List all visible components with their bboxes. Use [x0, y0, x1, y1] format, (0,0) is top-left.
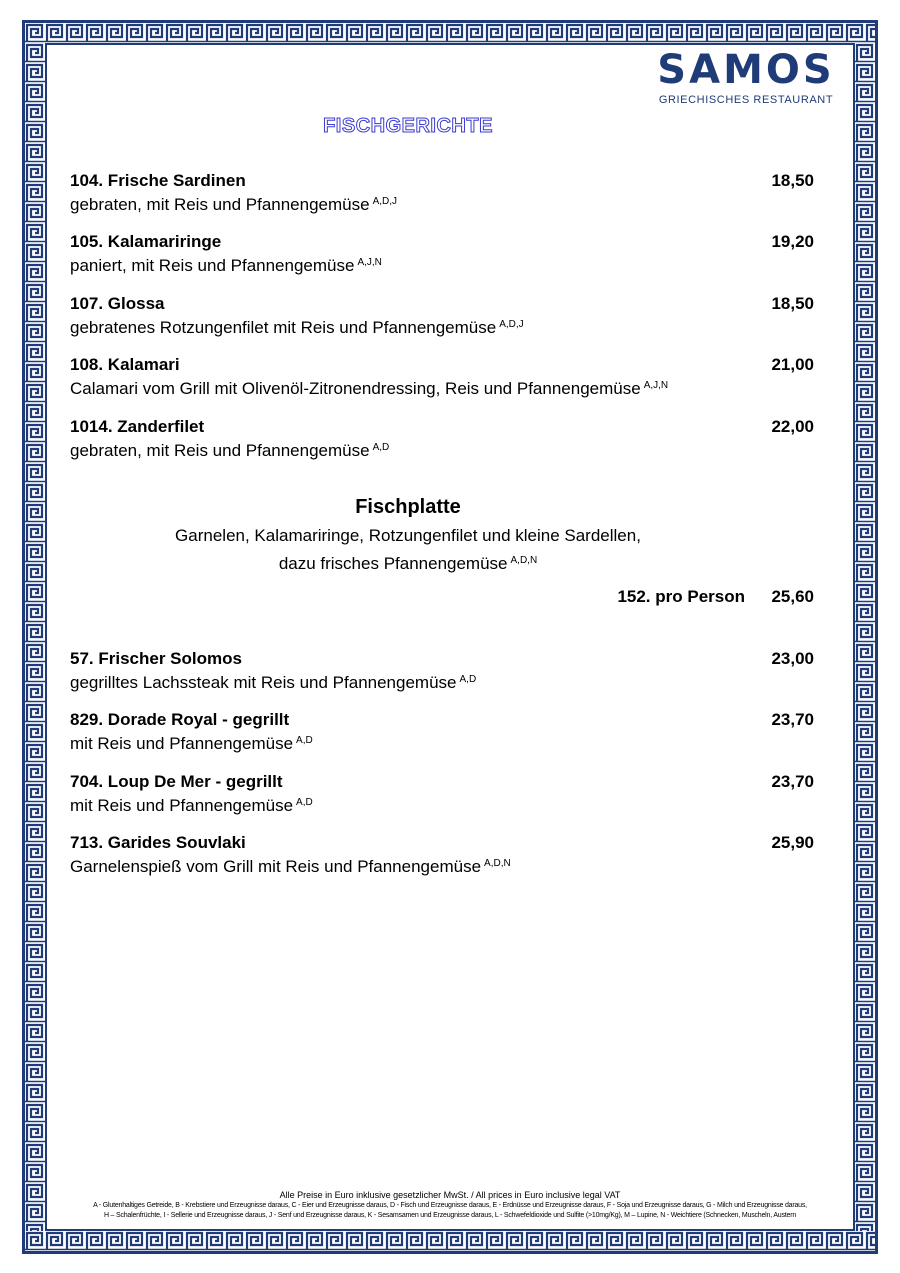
menu-item — [70, 171, 820, 215]
item-name: 107. Glossa — [70, 294, 165, 313]
brand-subtitle: GRIECHISCHES RESTAURANT — [658, 94, 834, 106]
item-price: 22,00 — [771, 417, 814, 436]
section-title: FISCHGERICHTE — [323, 115, 493, 137]
menu-item — [70, 355, 820, 399]
platter-order-label: 152. pro Person — [617, 587, 745, 606]
item-description: gebratenes Rotzungenfilet mit Reis und Pfannengemüse $^{A,D,J}$ — [70, 318, 524, 337]
item-name: 829. Dorade Royal - gegrillt — [70, 710, 290, 729]
item-description: gebraten, mit Reis und Pfannengemüse $^{A,D}$ — [70, 441, 390, 460]
greek-key-border-left — [25, 43, 45, 1231]
platter-title: Fischplatte — [355, 496, 461, 518]
platter-price: 25,60 — [771, 587, 814, 606]
allergen-codes: A,D,J — [499, 319, 524, 330]
item-name: 57. Frischer Solomos — [70, 649, 242, 668]
menu-item — [70, 833, 820, 877]
menu-item — [70, 649, 820, 693]
item-description: mit Reis und Pfannengemüse $^{A,D}$ — [70, 734, 313, 753]
allergen-codes: A,D,N — [510, 555, 538, 566]
allergen-codes: A,D,N — [484, 858, 511, 869]
allergen-legend-line1: A - Glutenhaltiges Getreide, B - Krebstiere und Erzeugnisse daraus, C - Eier und Erzeugnisse daraus, D - Fisch und Erzeugnisse daraus, E - Erdnüsse und Erzeugnisse daraus, F - Soja und Erzeugnisse daraus, G - Milch und Erzeugnisse daraus, — [93, 1202, 807, 1209]
inner-border-line — [45, 43, 855, 1231]
platter-description-line1: Garnelen, Kalamariringe, Rotzungenfilet und kleine Sardellen, — [175, 526, 641, 545]
item-price: 23,70 — [771, 772, 814, 791]
item-description: Calamari vom Grill mit Olivenöl-Zitronendressing, Reis und Pfannengemüse $^{A,J,N}$ — [70, 379, 669, 398]
vat-note: Alle Preise in Euro inklusive gesetzlicher MwSt. / All prices in Euro inclusive legal VAT — [279, 1190, 621, 1200]
item-description: gebraten, mit Reis und Pfannengemüse $^{A,D,J}$ — [70, 195, 398, 214]
item-price: 18,50 — [771, 171, 814, 190]
allergen-codes: A,D — [296, 797, 313, 808]
allergen-codes: A,D — [372, 442, 390, 453]
greek-key-border-right — [855, 43, 875, 1231]
item-name: 704. Loup De Mer - gegrillt — [70, 772, 283, 791]
item-name: 713. Garides Souvlaki — [70, 833, 246, 852]
item-price: 23,70 — [771, 710, 814, 729]
menu-item — [70, 710, 820, 754]
menu-item — [70, 294, 820, 338]
allergen-codes: A,D — [459, 674, 477, 685]
menu-item — [70, 232, 820, 276]
item-name: 104. Frische Sardinen — [70, 171, 246, 190]
item-name: 1014. Zanderfilet — [70, 417, 205, 436]
brand-name: SAMOS — [657, 47, 835, 93]
allergen-codes: A,D — [296, 735, 313, 746]
item-price: 23,00 — [771, 649, 814, 668]
menu-item — [70, 417, 820, 461]
item-name: 105. Kalamariringe — [70, 232, 222, 251]
item-price: 18,50 — [771, 294, 814, 313]
item-price: 21,00 — [771, 355, 814, 374]
item-description: paniert, mit Reis und Pfannengemüse $^{A,J,N}$ — [70, 256, 382, 275]
item-description: mit Reis und Pfannengemüse $^{A,D}$ — [70, 796, 313, 815]
menu-item — [70, 772, 820, 816]
platter-description-line2: dazu frisches Pfannengemüse $^{A,D,N}$ — [278, 554, 538, 573]
allergen-codes: A,J,N — [643, 380, 669, 391]
allergen-legend-line2: H – Schalenfrüchte, I - Sellerie und Erzeugnisse daraus, J - Senf und Erzeugnisse daraus, K - Sesamsamen und Erzeugnisse daraus, L - Schwefeldioxide und Sulfite (>10mg/Kg), M – Lupine, N - Weichtiere (Schnecken, Muscheln, Austern — [103, 1212, 797, 1219]
allergen-codes: A,J,N — [357, 257, 382, 268]
item-description: Garnelenspieß vom Grill mit Reis und Pfannengemüse $^{A,D,N}$ — [70, 857, 511, 876]
item-price: 25,90 — [771, 833, 814, 852]
allergen-codes: A,D,J — [372, 196, 398, 207]
restaurant-logo — [650, 47, 842, 106]
item-name: 108. Kalamari — [70, 355, 180, 374]
item-price: 19,20 — [771, 232, 814, 251]
item-description: gegrilltes Lachssteak mit Reis und Pfannengemüse $^{A,D}$ — [70, 673, 477, 692]
greek-key-border-bottom — [25, 1231, 875, 1251]
greek-key-border-top — [25, 23, 875, 43]
